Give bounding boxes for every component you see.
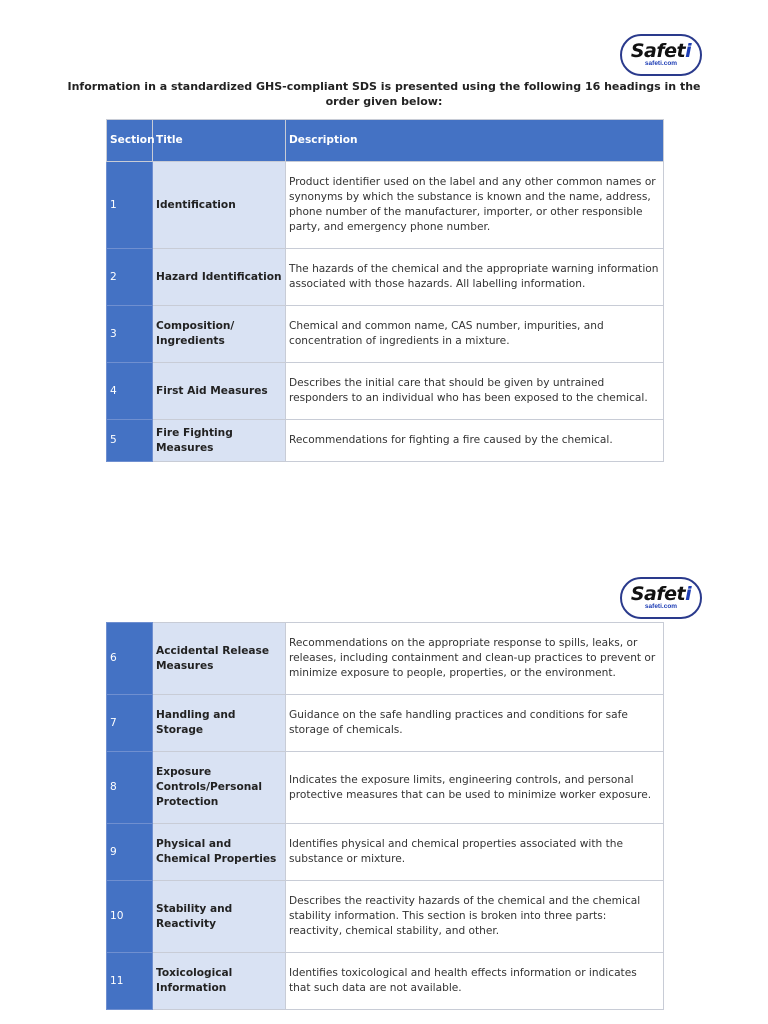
section-number: 3 [107, 306, 153, 363]
safeti-logo [620, 577, 702, 619]
section-description: Product identifier used on the label and any other common names or synonyms by which the substance is known and the name, address, phone number of the manufacturer, importer, or other responsible party, and emergency phone number. [286, 162, 664, 249]
table-row [107, 824, 664, 881]
table-row [107, 695, 664, 752]
header-title: Title [153, 120, 286, 162]
section-title: Handling and Storage [153, 695, 286, 752]
table-row [107, 752, 664, 824]
section-description: Recommendations on the appropriate response to spills, leaks, or releases, including containment and clean-up practices to prevent or minimize exposure to people, properties, or the environment. [286, 623, 664, 695]
table-row [107, 881, 664, 953]
section-title: Hazard Identification [153, 249, 286, 306]
section-title: Stability and Reactivity [153, 881, 286, 953]
table-row [107, 162, 664, 249]
table-row [107, 420, 664, 462]
header-description: Description [286, 120, 664, 162]
safeti-logo [620, 34, 702, 76]
section-description: Describes the initial care that should be given by untrained responders to an individual who has been exposed to the chemical. [286, 363, 664, 420]
page-heading: Information in a standardized GHS-compliant SDS is presented using the following 16 headings in the order given below: [67, 80, 701, 108]
section-description: Chemical and common name, CAS number, impurities, and concentration of ingredients in a mixture. [286, 306, 664, 363]
section-number: 1 [107, 162, 153, 249]
logo-url: safeti.com [644, 603, 678, 610]
section-number: 11 [107, 953, 153, 1010]
sds-sections-table-2 [106, 622, 664, 1010]
logo-wordmark: Safeti [630, 583, 692, 605]
section-number: 6 [107, 623, 153, 695]
section-description: Indicates the exposure limits, engineering controls, and personal protective measures that can be used to minimize worker exposure. [286, 752, 664, 824]
section-number: 7 [107, 695, 153, 752]
header-section: Section [107, 120, 153, 162]
logo-wordmark: Safeti [630, 40, 692, 62]
logo-url: safeti.com [644, 60, 678, 67]
table-row [107, 363, 664, 420]
section-title: Exposure Controls/Personal Protection [153, 752, 286, 824]
section-title: Identification [153, 162, 286, 249]
section-description: The hazards of the chemical and the appropriate warning information associated with those hazards. All labelling information. [286, 249, 664, 306]
table-row [107, 306, 664, 363]
section-number: 8 [107, 752, 153, 824]
section-title: Toxicological Information [153, 953, 286, 1010]
section-number: 4 [107, 363, 153, 420]
section-title: Physical and Chemical Properties [153, 824, 286, 881]
table-row [107, 249, 664, 306]
section-number: 5 [107, 420, 153, 462]
section-title: First Aid Measures [153, 363, 286, 420]
section-description: Identifies toxicological and health effects information or indicates that such data are not available. [286, 953, 664, 1010]
section-description: Recommendations for fighting a fire caused by the chemical. [286, 420, 664, 462]
section-title: Accidental Release Measures [153, 623, 286, 695]
table-header-row [107, 120, 664, 162]
section-title: Composition/ Ingredients [153, 306, 286, 363]
table-row [107, 953, 664, 1010]
sds-sections-table-1 [106, 119, 664, 462]
section-number: 10 [107, 881, 153, 953]
table-row [107, 623, 664, 695]
section-description: Identifies physical and chemical properties associated with the substance or mixture. [286, 824, 664, 881]
section-description: Describes the reactivity hazards of the chemical and the chemical stability information. This section is broken into three parts: reactivity, chemical stability, and other. [286, 881, 664, 953]
section-description: Guidance on the safe handling practices and conditions for safe storage of chemicals. [286, 695, 664, 752]
section-number: 9 [107, 824, 153, 881]
section-title: Fire Fighting Measures [153, 420, 286, 462]
section-number: 2 [107, 249, 153, 306]
